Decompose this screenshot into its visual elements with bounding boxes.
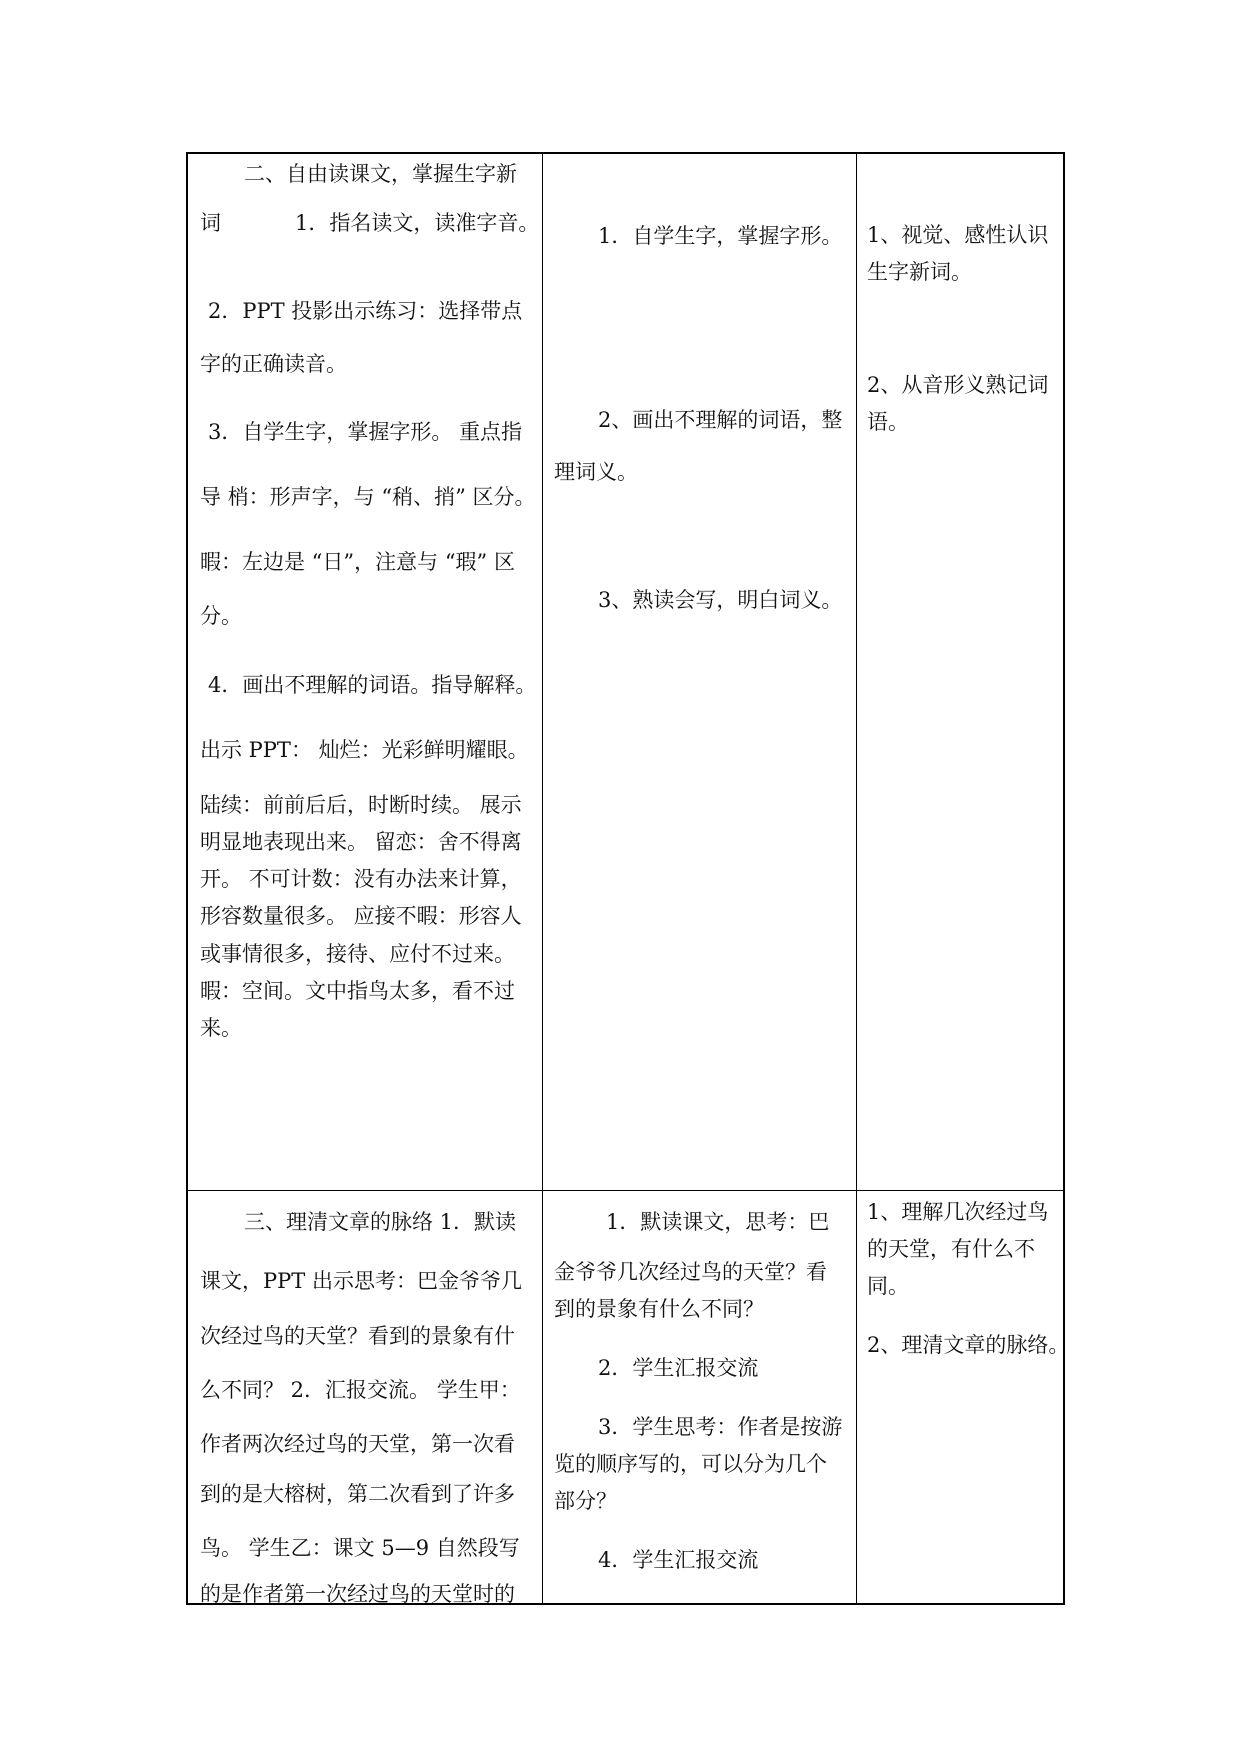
row1-teacher-line: 4．画出不理解的词语。指导解释。 bbox=[208, 673, 537, 697]
row2-student-line: 到的景象有什么不同？ bbox=[554, 1297, 764, 1321]
row1-teacher-line: 开。 不可计数：没有办法来计算， bbox=[200, 867, 522, 891]
row1-teacher-line: 明显地表现出来。 留恋：舍不得离 bbox=[200, 830, 522, 854]
row1-teacher-line: 字的正确读音。 bbox=[200, 352, 347, 376]
row2-student-line: 览的顺序写的，可以分为几个 bbox=[554, 1452, 827, 1476]
row1-student-line: 2、画出不理解的词语，整 bbox=[598, 408, 843, 432]
row2-student-line: 金爷爷几次经过鸟的天堂？看 bbox=[554, 1260, 827, 1284]
row2-intent-line: 1、理解几次经过鸟 bbox=[867, 1200, 1049, 1224]
row1-teacher-line: 暇：左边是 “日”，注意与 “瑕” 区 bbox=[200, 550, 515, 574]
row1-teacher-line: 或事情很多，接待、应付不过来。 bbox=[200, 942, 515, 966]
row1-teacher-line: 出示 PPT： 灿烂：光彩鲜明耀眼。 bbox=[200, 738, 529, 762]
row1-intent-line: 2、从音形义熟记词 bbox=[867, 373, 1049, 397]
row1-student-line: 1．自学生字，掌握字形。 bbox=[598, 224, 843, 248]
row2-student-line: 1．默读课文，思考：巴 bbox=[606, 1210, 830, 1234]
row1-intent-line: 1、视觉、感性认识 bbox=[867, 223, 1049, 247]
column-divider-1 bbox=[542, 154, 543, 1603]
row1-teacher-line: 形容数量很多。 应接不暇：形容人 bbox=[200, 904, 522, 928]
row2-student-line: 部分？ bbox=[554, 1489, 617, 1513]
row2-teacher-line: 么不同？ 2．汇报交流。 学生甲： bbox=[200, 1378, 521, 1402]
row2-student-line: 3．学生思考：作者是按游 bbox=[598, 1415, 843, 1439]
row-divider bbox=[188, 1190, 1063, 1191]
row1-teacher-line: 2．PPT 投影出示练习：选择带点 bbox=[208, 299, 523, 323]
row2-teacher-line: 次经过鸟的天堂？看到的景象有什 bbox=[200, 1324, 515, 1348]
row2-intent-line: 的天堂，有什么不 bbox=[867, 1237, 1035, 1261]
row1-teacher-line: 1．指名读文，读准字音。 bbox=[295, 211, 540, 235]
row2-intent-line: 2、理清文章的脉络。 bbox=[867, 1333, 1070, 1357]
row2-student-line: 2．学生汇报交流 bbox=[598, 1356, 759, 1380]
row1-teacher-line: 陆续：前前后后，时断时续。 展示 bbox=[200, 793, 522, 817]
row1-student-line: 3、熟读会写，明白词义。 bbox=[598, 588, 843, 612]
row2-teacher-line: 鸟。 学生乙：课文 5—9 自然段写 bbox=[200, 1536, 520, 1560]
row1-intent-line: 生字新词。 bbox=[867, 260, 972, 284]
row1-teacher-line: 3．自学生字，掌握字形。 重点指 bbox=[208, 420, 523, 444]
row1-teacher-line: 暇：空间。文中指鸟太多，看不过 bbox=[200, 979, 515, 1003]
row2-teacher-line: 三、理清文章的脉络 1．默读 bbox=[244, 1210, 517, 1234]
row2-intent-line: 同。 bbox=[867, 1274, 909, 1298]
row1-teacher-line: 导 梢：形声字，与 “稍、捎” 区分。 bbox=[200, 485, 536, 509]
row2-teacher-line: 课文，PPT 出示思考：巴金爷爷几 bbox=[200, 1269, 522, 1293]
row1-teacher-line: 分。 bbox=[200, 604, 242, 628]
row2-teacher-line: 作者两次经过鸟的天堂，第一次看 bbox=[200, 1432, 515, 1456]
row1-teacher-line: 二、自由读课文，掌握生字新 bbox=[244, 162, 517, 186]
row1-intent-line: 语。 bbox=[867, 410, 909, 434]
row2-teacher-line: 的是作者第一次经过鸟的天堂时的 bbox=[200, 1582, 515, 1606]
row1-teacher-line: 词 bbox=[200, 211, 221, 235]
column-divider-2 bbox=[856, 154, 857, 1603]
row1-student-line: 理词义。 bbox=[554, 460, 638, 484]
lesson-plan-table bbox=[186, 152, 1070, 1606]
row1-teacher-line: 来。 bbox=[200, 1016, 242, 1040]
row2-teacher-line: 到的是大榕树，第二次看到了许多 bbox=[200, 1482, 515, 1506]
row2-student-line: 4．学生汇报交流 bbox=[598, 1548, 759, 1572]
